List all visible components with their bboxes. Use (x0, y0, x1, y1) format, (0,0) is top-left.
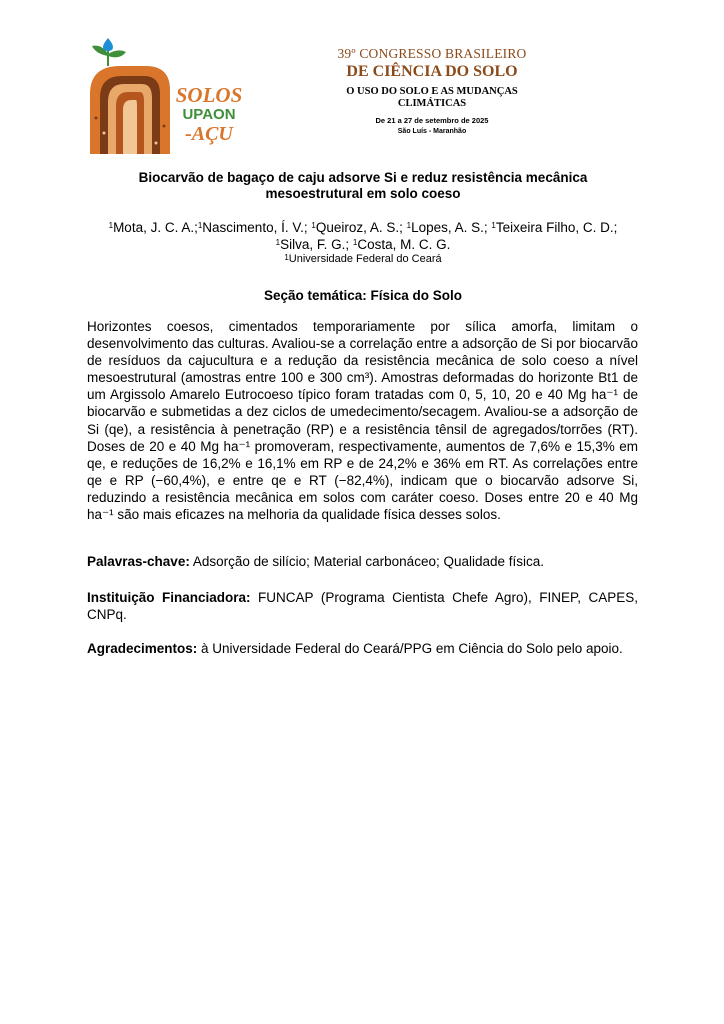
author-name: Nascimento, Í. V.; (202, 220, 312, 235)
congress-dates: De 21 a 27 de setembro de 2025 (375, 116, 489, 125)
author-sup: 1 (352, 238, 358, 247)
funding-paragraph (87, 589, 638, 623)
congress-location: São Luís - Maranhão (397, 128, 467, 135)
acknowledgements-paragraph (87, 640, 638, 657)
funding-text: FUNCAP (Programa Cientista Chefe Agro), FINEP, CAPES, CNPq. (87, 590, 638, 622)
congress-header (300, 46, 564, 137)
abstract-text: Horizontes coesos, cimentados temporariamente por sílica amorfa, limitam o desenvolvimento das culturas. Avaliou-se a correlação entre a adsorção de Si por biocarvão de resíduos da cajucultura e a redução da resistência mecânica de solo coeso a nível mesoestrutural (amostras entre 100 e 300 cm³). Amostras deformadas do horizonte Bt1 de um Argissolo Amarelo Eutrocoeso típico foram tratadas com 0, 5, 10, 20 e 40 Mg ha⁻¹ de biocarvão e submetidas a dez ciclos de umedecimento/secagem. Avaliou-se a adsorção de Si (qe), a resistência à penetração (RP) e a resistência tênsil de agregados/torrões (RT). Doses de 20 e 40 Mg ha⁻¹ promoveram, respectivamente, aumentos de 7,6% e 15,3% em qe, e reduções de 16,2% e 16,1% em RP e de 24,2% e 36% em RT. As correlações entre qe e RP (−60,4%), e entre qe e RT (−82,4%), indicam que o biocarvão adsorve Si, reduzindo a resistência mecânica em solos com caráter coeso. Doses entre 20 e 40 Mg ha⁻¹ são mais eficazes na melhoria da qualidade física desses solos. (87, 319, 638, 523)
keywords-text: Adsorção de silício; Material carbonáceo; Qualidade física. (189, 554, 545, 569)
affiliation-sup: 1 (284, 253, 289, 262)
author-list (90, 219, 636, 253)
paper-title: Biocarvão de bagaço de caju adsorve Si e reduz resistência mecânica mesoestrutural em solo coeso (138, 170, 588, 201)
congress-name-line1: 39º CONGRESSO BRASILEIRO (337, 46, 527, 61)
logo-word-acu: -AÇU (185, 123, 233, 145)
author-name: Costa, M. C. G. (357, 237, 451, 252)
keywords-paragraph (87, 553, 638, 570)
author-sup: 1 (197, 221, 203, 230)
author-sup: 1 (406, 221, 412, 230)
funding-label: Instituição Financiadora: (87, 590, 251, 605)
author-affiliation (90, 253, 636, 266)
thematic-section: Seção temática: Física do Solo (263, 288, 463, 303)
author-name: Lopes, A. S.; (411, 220, 492, 235)
congress-theme-line2: CLIMÁTICAS (397, 98, 467, 109)
keywords-label: Palavras-chave: (87, 554, 190, 569)
author-name: Silva, F. G.; (280, 237, 353, 252)
author-name: Mota, J. C. A.; (113, 220, 198, 235)
congress-name-line2: DE CIÊNCIA DO SOLO (346, 63, 518, 80)
author-name: Teixeira Filho, C. D.; (495, 220, 618, 235)
author-sup: 1 (491, 221, 496, 230)
logo-word-upaon: UPAON (182, 106, 236, 123)
author-sup: 1 (108, 221, 114, 230)
congress-theme-line1: O USO DO SOLO E AS MUDANÇAS (346, 86, 518, 97)
author-sup: 1 (311, 221, 316, 230)
author-name: Queiroz, A. S.; (315, 220, 407, 235)
acknowledgements-label: Agradecimentos: (87, 641, 198, 656)
congress-logo (86, 38, 246, 156)
acknowledgements-text: à Universidade Federal do Ceará/PPG em Ciência do Solo pelo apoio. (197, 641, 623, 656)
logo-word-solos: SOLOS (175, 83, 243, 107)
affiliation-name: Universidade Federal do Ceará (288, 253, 442, 265)
author-sup: 1 (275, 238, 281, 247)
